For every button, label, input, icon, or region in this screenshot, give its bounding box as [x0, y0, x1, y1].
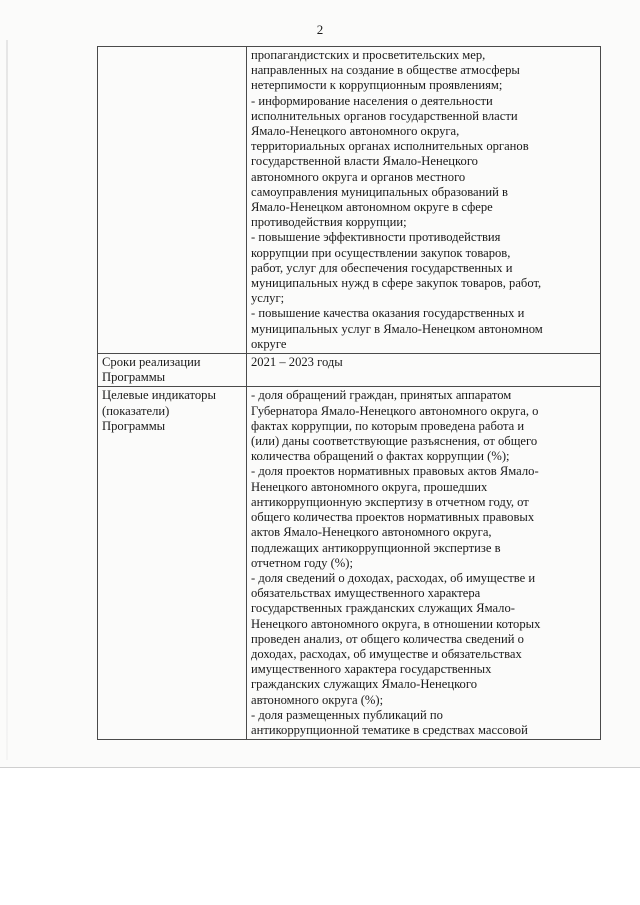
row-label-cell [98, 47, 247, 354]
text-line: актов Ямало-Ненецкого автономного округа, [251, 525, 492, 540]
text-line: нетерпимости к коррупционным проявлениям; [251, 78, 503, 93]
label-line: (показатели) [102, 403, 170, 418]
text-line: - доля проектов нормативных правовых актов Ямало- [251, 464, 539, 479]
text-line: фактах коррупции, по которым проведена работа и [251, 418, 525, 433]
text-line: доходах, расходах, об имуществе и обязательствах [251, 646, 522, 661]
text-line: исполнительных органов государственной власти [251, 108, 518, 123]
text-line: округе [251, 336, 287, 351]
row-value-cell [247, 354, 601, 387]
text-line: имущественного характера государственных [251, 662, 492, 677]
text-line: государственных гражданских служащих Ямало- [251, 601, 515, 616]
text-line: автономного округа (%); [251, 692, 384, 707]
text-line: отчетном году (%); [251, 555, 353, 570]
label-line: Сроки реализации [102, 355, 201, 370]
text-line: пропагандистских и просветительских мер, [251, 48, 486, 62]
text-line: муниципальных услуг в Ямало-Ненецком автономном [251, 321, 543, 336]
text-line: Ненецкого автономного округа, прошедших [251, 479, 488, 494]
row-label-cell [98, 354, 247, 387]
text-line: работ, услуг для обеспечения государственных и [251, 260, 513, 275]
page-edge-shadow [6, 40, 8, 760]
row-value-cell [247, 387, 601, 740]
label-line: Программы [102, 370, 166, 385]
table-row [98, 387, 601, 740]
text-line: антикоррупционной тематике в средствах массовой [251, 722, 528, 737]
text-line: - доля размещенных публикаций по [251, 707, 443, 722]
text-line: Ненецкого автономного округа, в отношении которых [251, 616, 541, 631]
text-line: проведен анализ, от общего количества сведений о [251, 631, 524, 646]
text-line: общего количества проектов нормативных правовых [251, 510, 535, 525]
text-line: - доля сведений о доходах, расходах, об имуществе и [251, 570, 536, 585]
text-line: подлежащих антикоррупционной экспертизе в [251, 540, 501, 555]
text-line: противодействия коррупции; [251, 215, 407, 230]
text-line: муниципальных нужд в сфере закупок товаров, работ, [251, 276, 542, 291]
text-line: направленных на создание в обществе атмосферы [251, 63, 520, 78]
text-line: 2021 – 2023 годы [251, 355, 343, 370]
text-line: - повышение эффективности противодействия [251, 230, 501, 245]
table-row [98, 354, 601, 387]
row-label-cell [98, 387, 247, 740]
text-line: - повышение качества оказания государственных и [251, 306, 525, 321]
text-line: (или) даны соответствующие разъяснения, от общего [251, 434, 538, 449]
text-line: услуг; [251, 291, 285, 306]
text-line: территориальных органах исполнительных органов [251, 139, 529, 154]
text-line: государственной власти Ямало-Ненецкого [251, 154, 478, 169]
label-line: Целевые индикаторы [102, 388, 216, 403]
row-value-cell [247, 47, 601, 354]
text-line: автономного округа и органов местного [251, 169, 466, 184]
text-line: Губернатора Ямало-Ненецкого автономного округа, о [251, 403, 539, 418]
page-number: 2 [316, 22, 324, 37]
text-line: Ямало-Ненецком автономном округе в сфере [251, 200, 493, 215]
text-line: антикоррупционную экспертизу в отчетном году, от [251, 494, 529, 509]
text-line: гражданских служащих Ямало-Ненецкого [251, 677, 477, 692]
text-line: обязательствах имущественного характера [251, 586, 481, 601]
text-line: - доля обращений граждан, принятых аппаратом [251, 388, 512, 403]
table-row [98, 47, 601, 354]
text-line: - информирование населения о деятельности [251, 93, 493, 108]
text-line: самоуправления муниципальных образований в [251, 184, 508, 199]
text-line: коррупции при осуществлении закупок товаров, [251, 245, 511, 260]
text-line: Ямало-Ненецкого автономного округа, [251, 124, 460, 139]
program-passport-table [97, 46, 601, 740]
label-line: Программы [102, 418, 166, 433]
text-line: количества обращений о фактах коррупции (%); [251, 449, 510, 464]
